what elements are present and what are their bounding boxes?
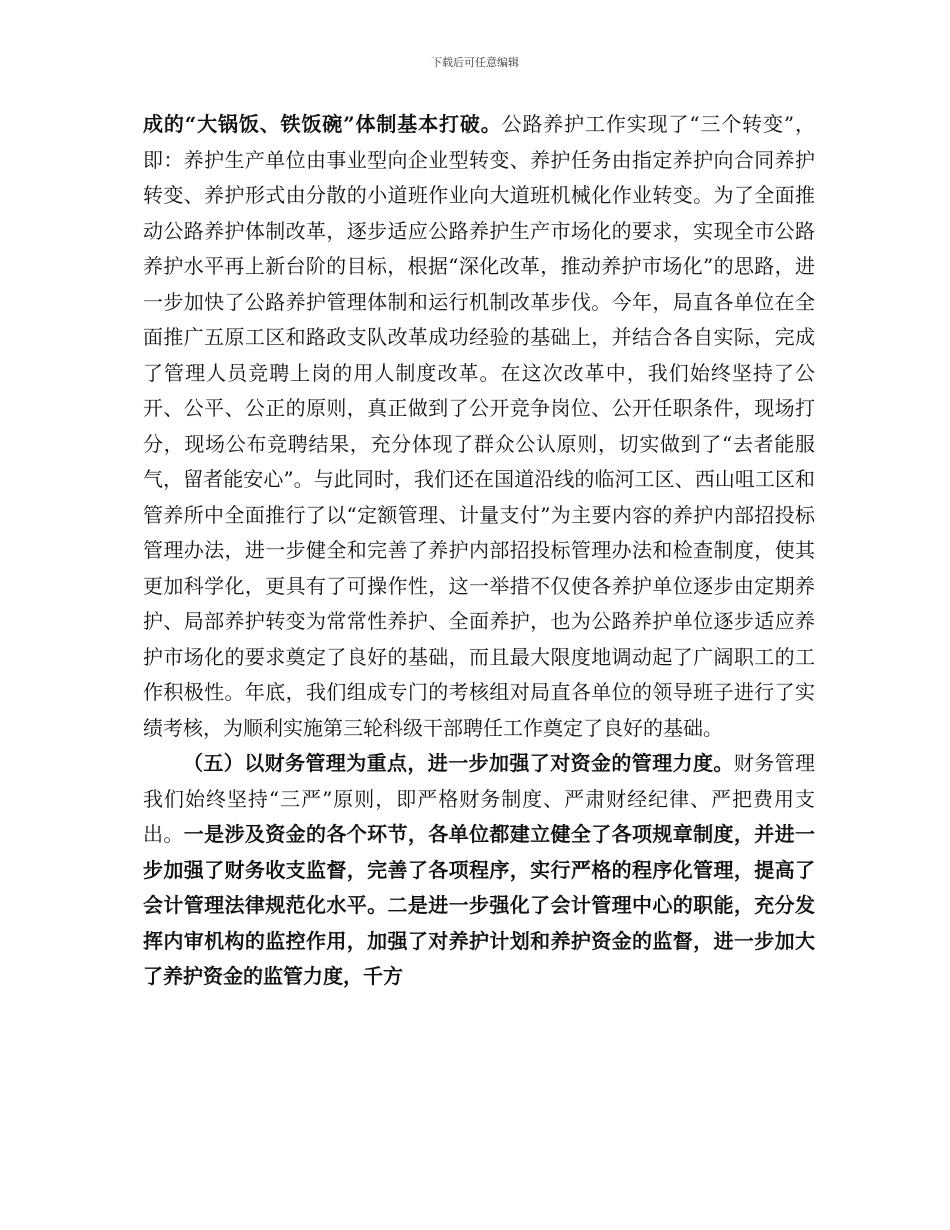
paragraph-1-bold-lead: 成的“大锅饭、铁饭碗”体制基本打破。 [143, 112, 502, 136]
paragraph-1 [143, 107, 815, 746]
paragraph-1-text: 公路养护工作实现了“三个转变”，即：养护生产单位由事业型向企业型转变、养护任务由指定养护向合同养护转变、养护形式由分散的小道班作业向大道班机械化作业转变。为了全面推动公路养护体制改革，逐步适应公路养护生产市场化的要求，实现全市公路养护水平再上新台阶的目标，根据“深化改革，推动养护市场化”的思路，进一步加快了公路养护管理体制和运行机制改革步伐。今年，局直各单位在全面推广五原工区和路政支队改革成功经验的基础上，并结合各自实际，完成了管理人员竞聘上岗的用人制度改革。在这次改革中，我们始终坚持了公开、公平、公正的原则，真正做到了公开竞争岗位、公开任职条件，现场打分，现场公布竞聘结果，充分体现了群众公认原则，切实做到了“去者能服气，留者能安心”。与此同时，我们还在国道沿线的临河工区、西山咀工区和管养所中全面推行了以“定额管理、计量支付”为主要内容的养护内部招投标管理办法，进一步健全和完善了养护内部招投标管理办法和检查制度，使其更加科学化，更具有了可操作性，这一举措不仅使各养护单位逐步由定期养护、局部养护转变为常常性养护、全面养护，也为公路养护单位逐步适应养护市场化的要求奠定了良好的基础，而且最大限度地调动起了广阔职工的工作积极性。年底，我们组成专门的考核组对局直各单位的领导班子进行了实绩考核，为顺利实施第三轮科级干部聘任工作奠定了良好的基础。 [143, 112, 815, 740]
page-header-note: 下载后可任意编辑 [431, 56, 519, 69]
paragraph-2-bold-tail: 一是涉及资金的各个环节，各单位都建立健全了各项规章制度，并进一步加强了财务收支监督，完善了各项程序，实行严格的程序化管理，提高了会计管理法律规范化水平。二是进一步强化了会计管理中心的职能，充分发挥内审机构的监控作用，加强了对养护计划和养护资金的监督，进一步加大了养护资金的监管力度，千方 [143, 822, 815, 988]
paragraph-2-text: 财务管理我们始终坚持“三严”原则，即严格财务制度、严肃财经纪律、严把费用支出。 [143, 751, 816, 846]
paragraph-2-bold-lead: （五）以财务管理为重点，进一步加强了对资金的管理力度。 [183, 751, 734, 775]
document-body [143, 107, 815, 995]
paragraph-2 [143, 746, 815, 995]
